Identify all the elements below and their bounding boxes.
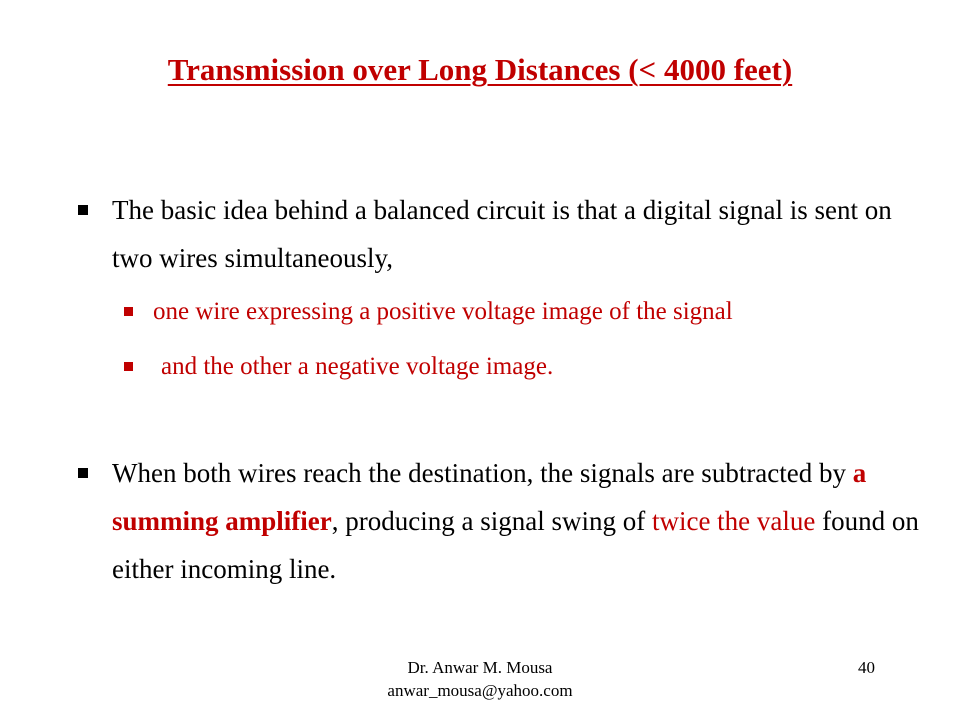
sub-bullet-row xyxy=(124,292,934,332)
bullet-text-part: When both wires reach the destination, the signals are subtracted by xyxy=(112,458,853,488)
sub-bullet-row xyxy=(124,347,934,387)
bullet-text: The basic idea behind a balanced circuit is that a digital signal is sent on two wires simultaneously, xyxy=(112,195,892,273)
square-bullet-icon xyxy=(78,468,88,478)
sub-bullet-text: one wire expressing a positive voltage image of the signal xyxy=(153,298,733,325)
square-bullet-icon xyxy=(78,205,88,215)
page-number: 40 xyxy=(858,658,875,677)
bullet-text-part: found on either incoming line. xyxy=(112,506,919,584)
highlight-summing-amplifier: a summing amplifier xyxy=(112,458,867,536)
sub-bullet-positive-wire xyxy=(124,292,934,332)
bullet-item-summing-amplifier xyxy=(78,449,928,593)
slide-footer xyxy=(0,656,960,702)
footer-email: anwar_mousa@yahoo.com xyxy=(387,681,573,700)
bullet-item-balanced-circuit xyxy=(78,186,928,282)
sub-bullet-negative-wire xyxy=(124,347,934,387)
square-bullet-icon xyxy=(124,362,133,371)
bullet-text-part: , producing a signal swing of xyxy=(331,506,652,536)
square-bullet-icon xyxy=(124,307,133,316)
bullet-text xyxy=(112,449,928,593)
highlight-twice-the-value: twice the value xyxy=(651,506,816,536)
bullet-row xyxy=(78,449,928,593)
bullet-row xyxy=(78,186,928,282)
slide-title: Transmission over Long Distances (< 4000 feet) xyxy=(167,52,793,87)
sub-bullet-text: and the other a negative voltage image. xyxy=(161,353,554,380)
footer-author: Dr. Anwar M. Mousa xyxy=(407,658,553,677)
